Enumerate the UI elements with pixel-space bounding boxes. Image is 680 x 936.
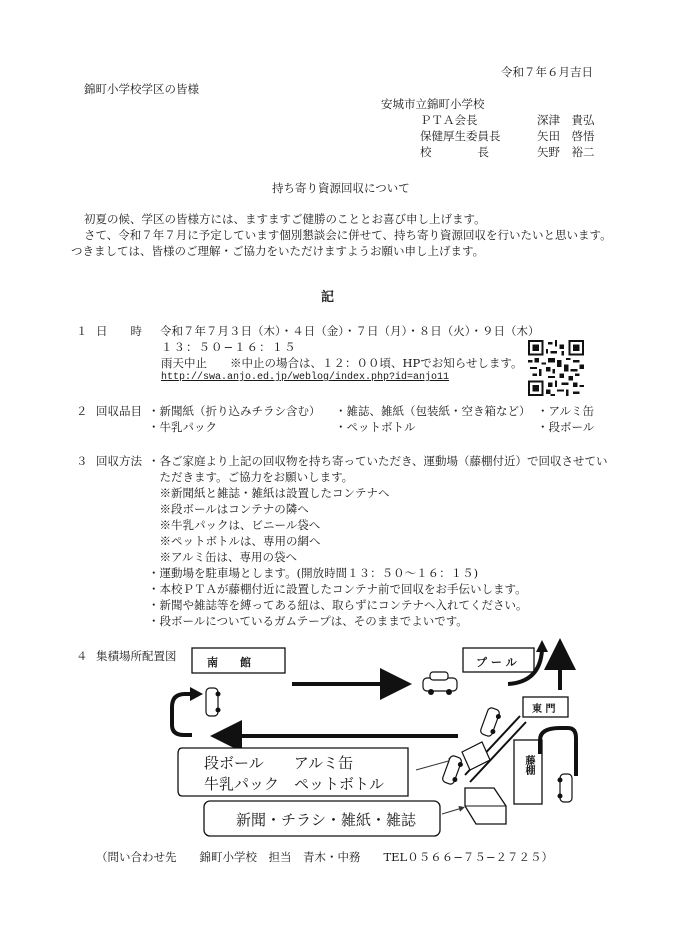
box1-line-1: 段ボール アルミ缶	[204, 754, 354, 772]
method-line: ・運動場を駐車場とします。(開放時間１３：５０〜１６：１５)	[148, 566, 479, 580]
sender-health-name: 矢田 啓悟	[537, 129, 595, 143]
rain-notice: 雨天中止 ※中止の場合は、１２：００頃、HPでお知らせします。	[161, 356, 523, 370]
east-gate-label: 東 門	[532, 704, 556, 715]
south-building-label: 南 館	[207, 656, 251, 669]
section1-label: 日 時	[96, 324, 142, 338]
item-newspaper: ・新聞紙（折り込みチラシ含む）	[148, 404, 321, 418]
box2-label: 新聞・チラシ・雑紙・雑誌	[236, 811, 417, 829]
schedule-dates: 令和７年７月３日（木）・４日（金）・７日（月）・８日（火）・９日（木）	[160, 324, 540, 338]
method-line: ※アルミ缶は、専用の袋へ	[148, 550, 298, 564]
wisteria-label: 藤棚	[523, 755, 534, 775]
ki-heading: 記	[321, 290, 335, 305]
method-line: ※ペットボトルは、専用の網へ	[148, 534, 321, 548]
school-name: 安城市立錦町小学校	[381, 97, 485, 111]
section3-label: 回収方法	[96, 454, 142, 468]
method-line: ※段ボールはコンテナの隣へ	[148, 502, 309, 516]
document-title: 持ち寄り資源回収について	[272, 181, 410, 195]
pool-label: プ ー ル	[476, 656, 517, 669]
item-milk-carton: ・牛乳パック	[148, 420, 217, 434]
schedule-time: １３：５０−１６：１５	[161, 340, 297, 354]
intro-line-1: 初夏の候、学区の皆様方には、ますますご健勝のこととお喜び申し上げます。	[84, 212, 486, 226]
intro-line-3: つきましては、皆様のご理解・ご協力をいただけますようお願い申し上げます。	[71, 244, 485, 258]
sender-principal-role: 校 長	[420, 145, 489, 159]
method-line: ・新聞や雑誌等を縛ってある紐は、取らずにコンテナへ入れてください。	[148, 598, 528, 612]
sender-pta-name: 深津 貴弘	[537, 113, 595, 127]
sender-principal-name: 矢野 裕二	[537, 145, 595, 159]
car-icon	[206, 688, 221, 716]
section3-number: ３	[76, 454, 88, 468]
sender-pta-role: ＰＴＡ会長	[420, 113, 478, 127]
gate-turn-arrow	[540, 728, 576, 776]
method-line: ・各ご家庭より上記の回収物を持ち寄っていただき、運動場（藤棚付近）で回収させてい	[148, 454, 608, 468]
item-magazine: ・雑誌、雑紙（包装紙・空き箱など）	[335, 404, 531, 418]
date: 令和７年６月吉日	[501, 65, 593, 79]
intro-line-2: さて、令和７年７月に予定しています個別懇談会に併せて、持ち寄り資源回収を行いたいと思います。	[84, 228, 612, 242]
u-turn-arrow	[172, 694, 196, 735]
item-cardboard: ・段ボール	[537, 420, 595, 434]
school-url-link[interactable]: http://swa.anjo.ed.jp/weblog/index.php?id=anjo11	[161, 372, 450, 383]
addressee: 錦町小学校学区の皆様	[84, 82, 199, 96]
section1-number: １	[76, 324, 88, 338]
sender-health-role: 保健厚生委員長	[420, 129, 501, 143]
car-icon	[423, 672, 457, 695]
method-line: ・段ボールについているガムテープは、そのままでよいです。	[148, 614, 468, 628]
box1-line-2: 牛乳パック ペットボトル	[204, 775, 385, 793]
item-aluminum-can: ・アルミ缶	[537, 404, 595, 418]
method-line: ※新聞紙と雑誌・雑紙は設置したコンテナへ	[148, 486, 390, 500]
item-pet-bottle: ・ペットボトル	[335, 420, 416, 434]
method-line: ただきます。ご協力をお願いします。	[148, 470, 354, 484]
contact-info: （問い合わせ先 錦町小学校 担当 青木・中務 TEL０５６６−７５−２７２５）	[96, 850, 553, 864]
section2-label: 回収品目	[96, 404, 142, 418]
section4-label: 集積場所配置図	[96, 649, 177, 663]
method-line: ・本校ＰＴＡが藤棚付近に設置したコンテナ前で回収をお手伝いします。	[148, 582, 527, 596]
method-line: ※牛乳パックは、ビニール袋へ	[148, 518, 321, 532]
section2-number: ２	[76, 404, 88, 418]
car-icon	[442, 755, 465, 786]
car-icon	[558, 774, 573, 802]
section4-number: ４	[76, 649, 88, 663]
car-icon	[480, 707, 503, 738]
